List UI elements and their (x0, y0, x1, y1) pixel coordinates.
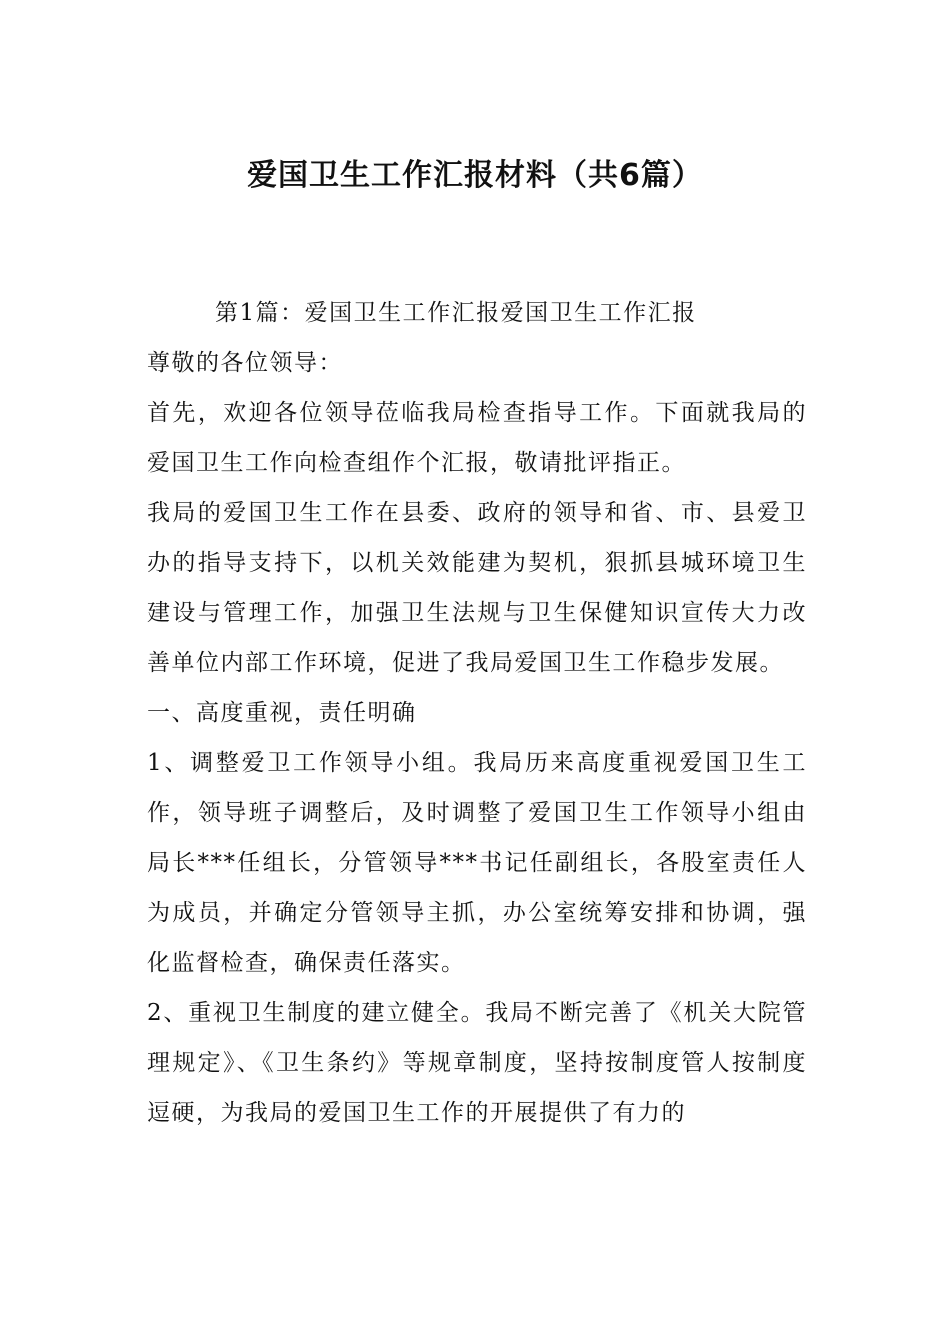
subheading: 一、高度重视，责任明确 (147, 700, 417, 726)
paragraph: 我局的爱国卫生工作在县委、政府的领导和省、市、县爱卫办的指导支持下，以机关效能建为契机，狠抓县城环境卫生建设与管理工作，加强卫生法规与卫生保健知识宣传大力改善单位内部工作环境，促进了我局爱国卫生工作稳步发展。 (147, 500, 807, 676)
salutation: 尊敬的各位领导： (147, 350, 343, 376)
paragraph: 1、调整爱卫工作领导小组。我局历来高度重视爱国卫生工作，领导班子调整后，及时调整了爱国卫生工作领导小组由局长***任组长，分管领导***书记任副组长，各股室责任人为成员，并确定分管领导主抓，办公室统筹安排和协调，强化监督检查，确保责任落实。 (147, 750, 807, 976)
document-title: 爱国卫生工作汇报材料（共6篇） (247, 158, 703, 193)
paragraph: 首先，欢迎各位领导莅临我局检查指导工作。下面就我局的爱国卫生工作向检查组作个汇报，敬请批评指正。 (147, 400, 807, 476)
section-heading: 第1篇：爱国卫生工作汇报爱国卫生工作汇报 (215, 300, 697, 326)
paragraph: 2、重视卫生制度的建立健全。我局不断完善了《机关大院管理规定》、《卫生条约》等规章制度，坚持按制度管人按制度逗硬，为我局的爱国卫生工作的开展提供了有力的 (147, 1000, 807, 1126)
document-body (147, 288, 807, 1138)
